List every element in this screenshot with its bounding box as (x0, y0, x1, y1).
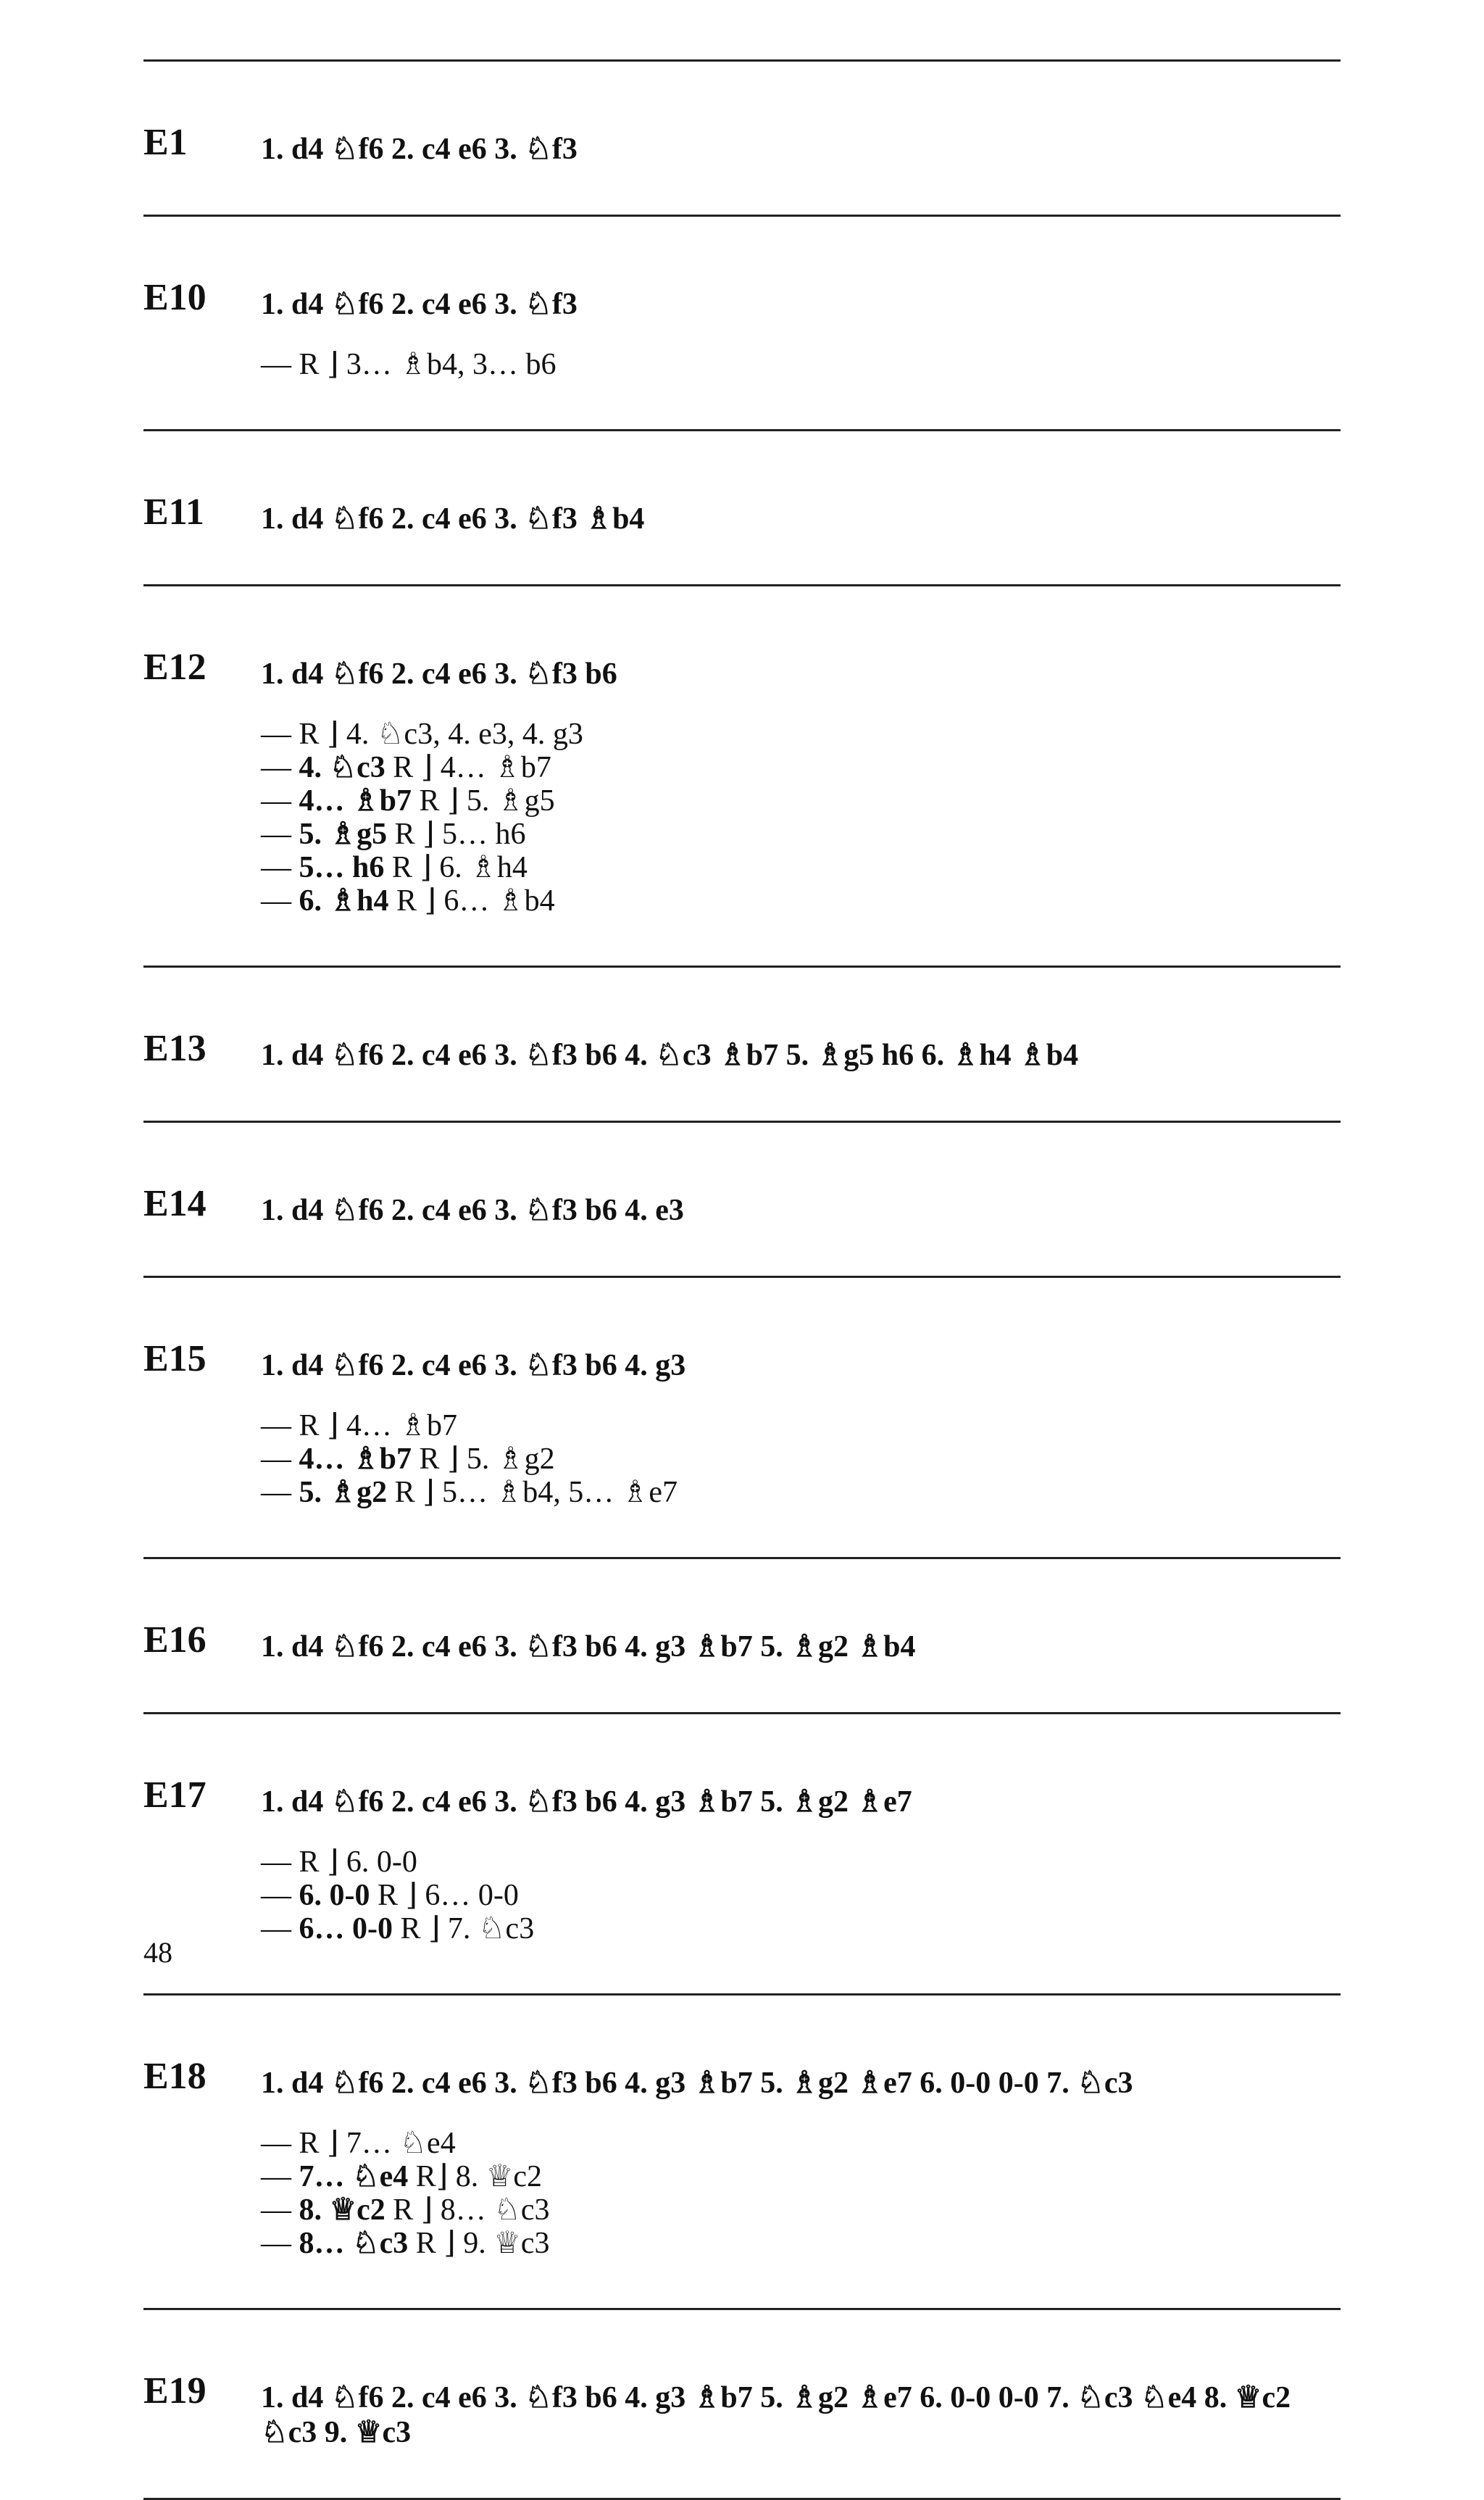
variation-continuation: R ⌋ 7… ♘e4 (299, 2127, 456, 2160)
variation-continuation: R ⌋ 5. ♗g5 (412, 784, 555, 818)
variation-line (261, 348, 1341, 381)
eco-code: E16 (143, 1619, 207, 1661)
dash: — (261, 2227, 299, 2260)
variation-continuation: R ⌋ 4… ♗b7 (299, 1409, 458, 1442)
variation-line (261, 2127, 1341, 2160)
dash: — (261, 851, 299, 884)
variation-continuation: R ⌋ 6. 0-0 (299, 1845, 417, 1879)
variation-move: 4… ♗b7 (299, 784, 412, 818)
variation-continuation: R ⌋ 8… ♘c3 (385, 2193, 550, 2227)
opening-entry (143, 431, 1341, 584)
variation-move: 4. ♘c3 (299, 751, 385, 784)
dash: — (261, 1476, 299, 1509)
eco-code: E1 (143, 122, 188, 163)
main-line: 1. d4 ♘f6 2. c4 e6 3. ♘f3 (261, 133, 578, 166)
variation-continuation: R ⌋ 5… h6 (387, 818, 526, 851)
main-line: 1. d4 ♘f6 2. c4 e6 3. ♘f3 b6 4. g3 ♗b7 5. ♗g2 ♗b4 (261, 1630, 916, 1664)
variation-line (261, 784, 1341, 818)
main-line: 1. d4 ♘f6 2. c4 e6 3. ♘f3 b6 4. g3 (261, 1349, 686, 1382)
opening-entry (143, 1714, 1341, 1993)
opening-entry (143, 1559, 1341, 1712)
eco-code: E12 (143, 647, 207, 688)
variation-continuation: R ⌋ 5… ♗b4, 5… ♗e7 (387, 1476, 678, 1509)
variation-continuation: R ⌋ 4. ♘c3, 4. e3, 4. g3 (299, 718, 583, 751)
opening-entry (143, 1278, 1341, 1557)
variation-line (261, 1879, 1341, 1912)
opening-entry (143, 586, 1341, 965)
dash: — (261, 884, 299, 918)
variation-line (261, 818, 1341, 851)
main-line: 1. d4 ♘f6 2. c4 e6 3. ♘f3 b6 4. g3 ♗b7 5. ♗g2 ♗e7 (261, 1785, 912, 1819)
variation-continuation: R ⌋ 5. ♗g2 (412, 1442, 555, 1476)
main-line: 1. d4 ♘f6 2. c4 e6 3. ♘f3 b6 4. g3 ♗b7 5. ♗g2 ♗e7 6. 0-0 0-0 7. ♘c3 (261, 2067, 1133, 2100)
eco-code: E19 (143, 2370, 207, 2412)
variation-list (261, 718, 1341, 918)
variation-line (261, 718, 1341, 751)
variation-list (261, 348, 1341, 381)
page-number: 48 (143, 1936, 172, 1969)
opening-entry (143, 2310, 1341, 2498)
variation-line (261, 1845, 1341, 1879)
main-line: 1. d4 ♘f6 2. c4 e6 3. ♘f3 ♗b4 (261, 502, 645, 536)
variation-continuation: R ⌋ 3… ♗b4, 3… b6 (299, 348, 556, 381)
variation-line (261, 2193, 1341, 2227)
eco-code: E10 (143, 277, 207, 318)
main-line: 1. d4 ♘f6 2. c4 e6 3. ♘f3 b6 4. g3 ♗b7 5. ♗g2 ♗e7 6. 0-0 0-0 7. ♘c3 ♘e4 8. ♕c2 ♘c3 9. ♕c3 (261, 2381, 1291, 2449)
dash: — (261, 2127, 299, 2160)
variation-line (261, 751, 1341, 784)
dash: — (261, 348, 299, 381)
variation-move: 8… ♘c3 (299, 2227, 409, 2260)
variation-line (261, 1409, 1341, 1442)
opening-entry (143, 217, 1341, 429)
variation-continuation: R ⌋ 6… ♗b4 (388, 884, 555, 918)
eco-code: E15 (143, 1338, 207, 1379)
opening-entry (143, 1123, 1341, 1276)
variation-list (261, 1845, 1341, 1945)
variation-continuation: R ⌋ 4… ♗b7 (385, 751, 551, 784)
main-line: 1. d4 ♘f6 2. c4 e6 3. ♘f3 (261, 288, 578, 321)
variation-move: 5… h6 (299, 851, 385, 884)
eco-code: E14 (143, 1183, 207, 1224)
main-line: 1. d4 ♘f6 2. c4 e6 3. ♘f3 b6 4. e3 (261, 1194, 684, 1227)
variation-continuation: R ⌋ 6… 0-0 (370, 1879, 519, 1912)
dash: — (261, 784, 299, 818)
variation-line (261, 1442, 1341, 1476)
eco-code: E17 (143, 1774, 207, 1816)
dash: — (261, 1912, 299, 1945)
main-line: 1. d4 ♘f6 2. c4 e6 3. ♘f3 b6 4. ♘c3 ♗b7 5. ♗g5 h6 6. ♗h4 ♗b4 (261, 1039, 1079, 1072)
variation-move: 5. ♗g5 (299, 818, 388, 851)
dash: — (261, 718, 299, 751)
opening-entry (143, 62, 1341, 215)
variation-move: 6… 0-0 (299, 1912, 393, 1945)
variation-move: 6. ♗h4 (299, 884, 389, 918)
variation-move: 6. 0-0 (299, 1879, 370, 1912)
variation-line (261, 2227, 1341, 2260)
dash: — (261, 2160, 299, 2193)
variation-continuation: R ⌋ 6. ♗h4 (384, 851, 528, 884)
variation-line (261, 851, 1341, 884)
variation-continuation: R⌋ 8. ♕c2 (408, 2160, 542, 2193)
variation-line (261, 2160, 1341, 2193)
dash: — (261, 2193, 299, 2227)
eco-code: E18 (143, 2056, 207, 2097)
opening-entry (143, 968, 1341, 1121)
eco-code: E11 (143, 491, 204, 533)
dash: — (261, 1442, 299, 1476)
dash: — (261, 1409, 299, 1442)
variation-line (261, 884, 1341, 918)
dash: — (261, 1845, 299, 1879)
variation-move: 8. ♕c2 (299, 2193, 385, 2227)
variation-move: 7… ♘e4 (299, 2160, 409, 2193)
variation-list (261, 1409, 1341, 1509)
main-line: 1. d4 ♘f6 2. c4 e6 3. ♘f3 b6 (261, 657, 617, 691)
variation-list (261, 2127, 1341, 2260)
dash: — (261, 751, 299, 784)
opening-entry (143, 1996, 1341, 2308)
dash: — (261, 818, 299, 851)
variation-line (261, 1476, 1341, 1509)
page-content (143, 59, 1341, 2500)
variation-line (261, 1912, 1341, 1945)
variation-move: 4… ♗b7 (299, 1442, 412, 1476)
variation-continuation: R ⌋ 7. ♘c3 (393, 1912, 535, 1945)
variation-move: 5. ♗g2 (299, 1476, 388, 1509)
variation-continuation: R ⌋ 9. ♕c3 (408, 2227, 550, 2260)
eco-code: E13 (143, 1028, 207, 1069)
dash: — (261, 1879, 299, 1912)
